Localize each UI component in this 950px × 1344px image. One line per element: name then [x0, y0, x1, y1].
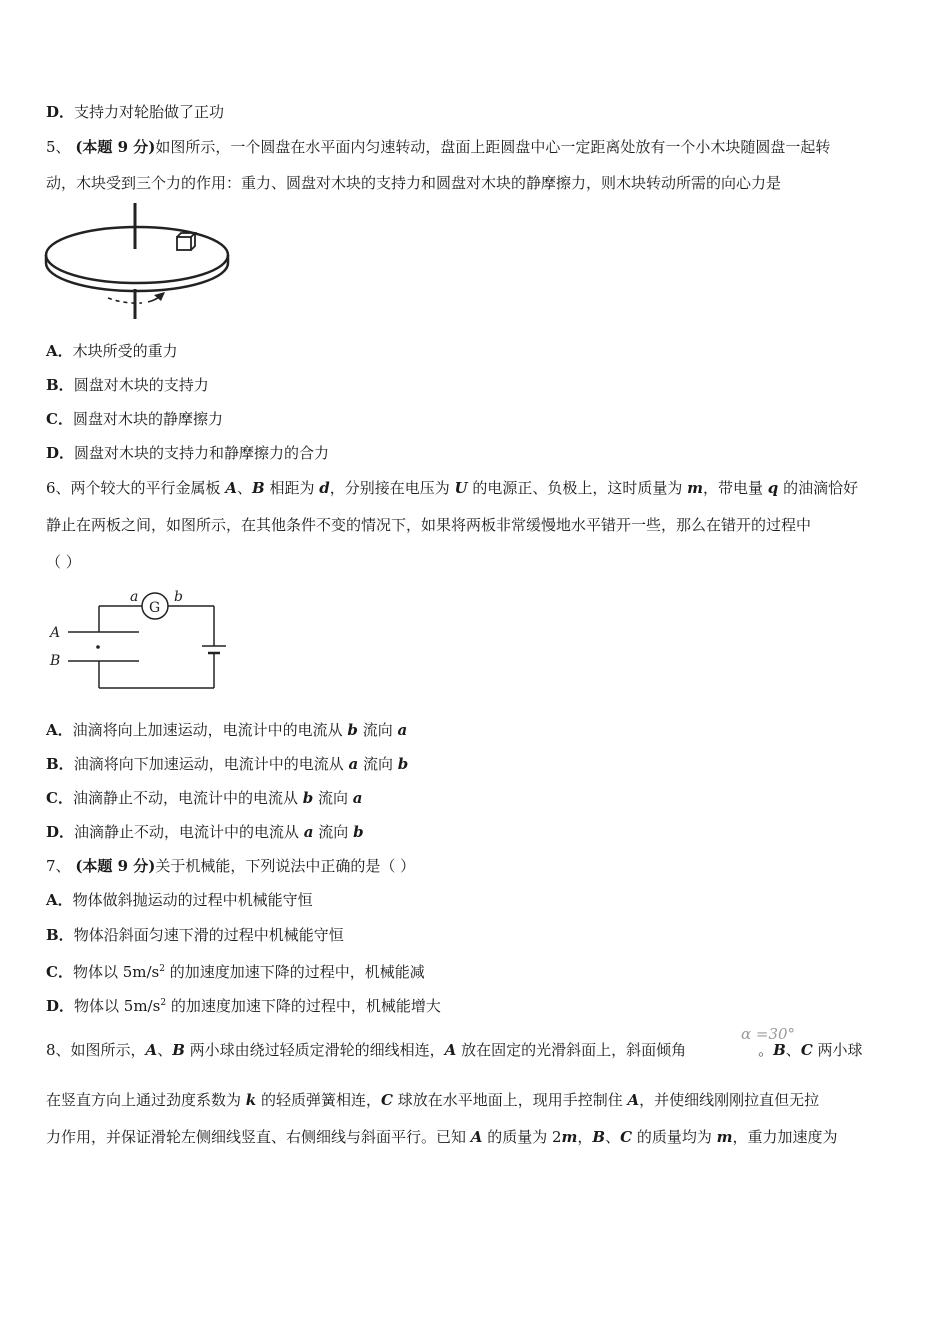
fig-label-a: a — [130, 589, 139, 605]
option-text: 流向 — [313, 823, 354, 841]
q5-stem-line-2 — [46, 173, 781, 193]
question-text: 球放在水平地面上，现用手控制住 — [392, 1091, 628, 1109]
question-text: 的轻质弹簧相连， — [256, 1091, 381, 1109]
option-letter: C． — [46, 963, 73, 981]
fig-label-G: G — [149, 600, 161, 616]
q5-option-a — [46, 341, 178, 361]
q8-stem-line-2 — [46, 1090, 819, 1110]
superscript: 2 — [160, 998, 167, 1008]
option-text: 物体以 5m/s — [72, 963, 160, 981]
q6-option-a — [46, 720, 407, 740]
var-C: C — [620, 1128, 633, 1146]
option-letter: A． — [46, 891, 73, 909]
q6-stem-line-2 — [46, 515, 811, 535]
question-text: 力作用，并保证滑轮左侧细线竖直、右侧细线与斜面平行。已知 — [46, 1128, 471, 1146]
q5-option-d — [46, 443, 329, 463]
option-letter: C． — [46, 789, 73, 807]
option-letter: D． — [46, 103, 75, 121]
question-text: ，并使细线刚刚拉直但无拉 — [639, 1091, 820, 1109]
option-text: 物体沿斜面匀速下滑的过程中机械能守恒 — [73, 926, 344, 944]
question-text: 的电源正、负极上，这时质量为 — [467, 479, 688, 497]
separator: 、 — [785, 1041, 801, 1059]
question-text: 6、两个较大的平行金属板 — [46, 479, 226, 497]
option-text: 支持力对轮胎做了正功 — [74, 103, 225, 121]
var-from: a — [303, 823, 314, 841]
answer-blank: （ ） — [46, 553, 81, 571]
question-text: ，分别接在电压为 — [329, 479, 455, 497]
option-text: 的加速度加速下降的过程中，机械能减 — [164, 963, 425, 981]
option-text: 油滴将向下加速运动，电流计中的电流从 — [73, 755, 349, 773]
question-score: (本题 9 分) — [75, 857, 156, 875]
question-text: ， — [577, 1128, 593, 1146]
option-text: 流向 — [358, 755, 398, 773]
question-text: 8、如图所示， — [46, 1041, 146, 1059]
question-text: 的质量为 2 — [482, 1128, 562, 1146]
var-A: A — [470, 1128, 483, 1146]
option-text: 油滴静止不动，电流计中的电流从 — [74, 823, 304, 841]
option-text: 木块所受的重力 — [72, 342, 178, 360]
q8-stem-line-3 — [46, 1127, 838, 1147]
var-to: b — [353, 823, 364, 841]
question-text: ，重力加速度为 — [732, 1128, 838, 1146]
var-C: C — [380, 1091, 393, 1109]
q5-option-b — [46, 375, 209, 395]
q6-answer-paren — [46, 552, 81, 572]
var-from: a — [348, 755, 359, 773]
option-text: 的加速度加速下降的过程中，机械能增大 — [166, 997, 441, 1015]
q6-option-d — [46, 822, 364, 842]
var-to: a — [397, 721, 408, 739]
question-text: 两小球 — [812, 1041, 863, 1059]
question-number: 5、 — [46, 138, 71, 156]
var-A: A — [444, 1041, 457, 1059]
rotating-disk-figure — [44, 203, 234, 321]
var-B: B — [592, 1128, 606, 1146]
q4-option-d — [46, 102, 224, 122]
question-text: ，带电量 — [703, 479, 768, 497]
var-m: m — [716, 1128, 733, 1146]
q7-option-a — [46, 890, 313, 910]
option-text: 流向 — [357, 721, 398, 739]
capacitor-circuit-figure — [46, 586, 236, 692]
var-A: A — [627, 1091, 640, 1109]
option-text: 圆盘对木块的静摩擦力 — [72, 410, 223, 428]
separator: 、 — [236, 479, 252, 497]
separator: 、 — [157, 1041, 173, 1059]
question-text: 。 — [758, 1041, 774, 1059]
question-text: 的质量均为 — [632, 1128, 717, 1146]
var-k: k — [245, 1091, 257, 1109]
question-text: 两小球由绕过轻质定滑轮的细线相连， — [184, 1041, 445, 1059]
question-text: 的油滴恰好 — [778, 479, 859, 497]
q5-stem-line-1 — [46, 137, 830, 157]
var-C: C — [800, 1041, 813, 1059]
var-from: b — [347, 721, 358, 739]
var-m: m — [561, 1128, 578, 1146]
option-text: 圆盘对木块的支持力和静摩擦力的合力 — [74, 444, 330, 462]
question-text: 静止在两板之间，如图所示，在其他条件不变的情况下，如果将两板非常缓慢地水平错开一些，那么在错开的过程中 — [46, 516, 812, 534]
var-to: a — [352, 789, 363, 807]
option-letter: B． — [46, 926, 74, 944]
fig-plate-A: A — [50, 625, 61, 641]
q6-option-b — [46, 754, 408, 774]
q5-option-c — [46, 409, 223, 429]
q8-stem-line-1 — [46, 1040, 863, 1060]
question-text: 在竖直方向上通过劲度系数为 — [46, 1091, 246, 1109]
option-text: 油滴将向上加速运动，电流计中的电流从 — [72, 721, 348, 739]
separator: 、 — [605, 1128, 621, 1146]
option-letter: D． — [46, 997, 75, 1015]
q6-stem-line-1 — [46, 478, 858, 498]
question-score: (本题 9 分) — [75, 138, 156, 156]
option-letter: D． — [46, 444, 75, 462]
q6-option-c — [46, 788, 363, 808]
question-text: 相距为 — [264, 479, 320, 497]
var-d: d — [319, 479, 330, 497]
option-letter: B． — [46, 755, 74, 773]
var-A: A — [225, 479, 237, 497]
q7-option-b — [46, 925, 344, 945]
var-from: b — [302, 789, 314, 807]
var-B: B — [773, 1041, 786, 1059]
option-text: 流向 — [313, 789, 353, 807]
question-number: 7、 — [46, 857, 71, 875]
option-letter: C． — [46, 410, 73, 428]
var-q: q — [767, 479, 779, 497]
question-text: 放在固定的光滑斜面上，斜面倾角 — [456, 1041, 687, 1059]
fig-plate-B: B — [50, 653, 61, 669]
option-text: 物体做斜抛运动的过程中机械能守恒 — [72, 891, 313, 909]
q7-option-c — [46, 959, 425, 982]
question-text: 关于机械能，下列说法中正确的是（ ） — [155, 857, 416, 875]
option-text: 圆盘对木块的支持力 — [73, 376, 209, 394]
var-A: A — [145, 1041, 158, 1059]
angle-formula: α =30° — [741, 1025, 796, 1043]
var-to: b — [397, 755, 409, 773]
question-text: 动，木块受到三个力的作用：重力、圆盘对木块的支持力和圆盘对木块的静摩擦力，则木块转动所需的向心力是 — [46, 174, 782, 192]
option-letter: B． — [46, 376, 74, 394]
superscript: 2 — [159, 964, 165, 974]
option-text: 物体以 5m/s — [74, 997, 161, 1015]
fig-label-b: b — [174, 589, 183, 605]
question-text: 如图所示，一个圆盘在水平面内匀速转动，盘面上距圆盘中心一定距离处放有一个小木块随圆盘一起转 — [155, 138, 831, 156]
var-B: B — [172, 1041, 185, 1059]
var-U: U — [454, 479, 468, 497]
var-m: m — [687, 479, 704, 497]
q7-stem — [46, 856, 415, 876]
option-text: 油滴静止不动，电流计中的电流从 — [72, 789, 303, 807]
var-B: B — [251, 479, 265, 497]
option-letter: D． — [46, 823, 75, 841]
option-letter: A． — [46, 721, 73, 739]
option-letter: A． — [46, 342, 73, 360]
q7-option-d — [46, 993, 441, 1016]
